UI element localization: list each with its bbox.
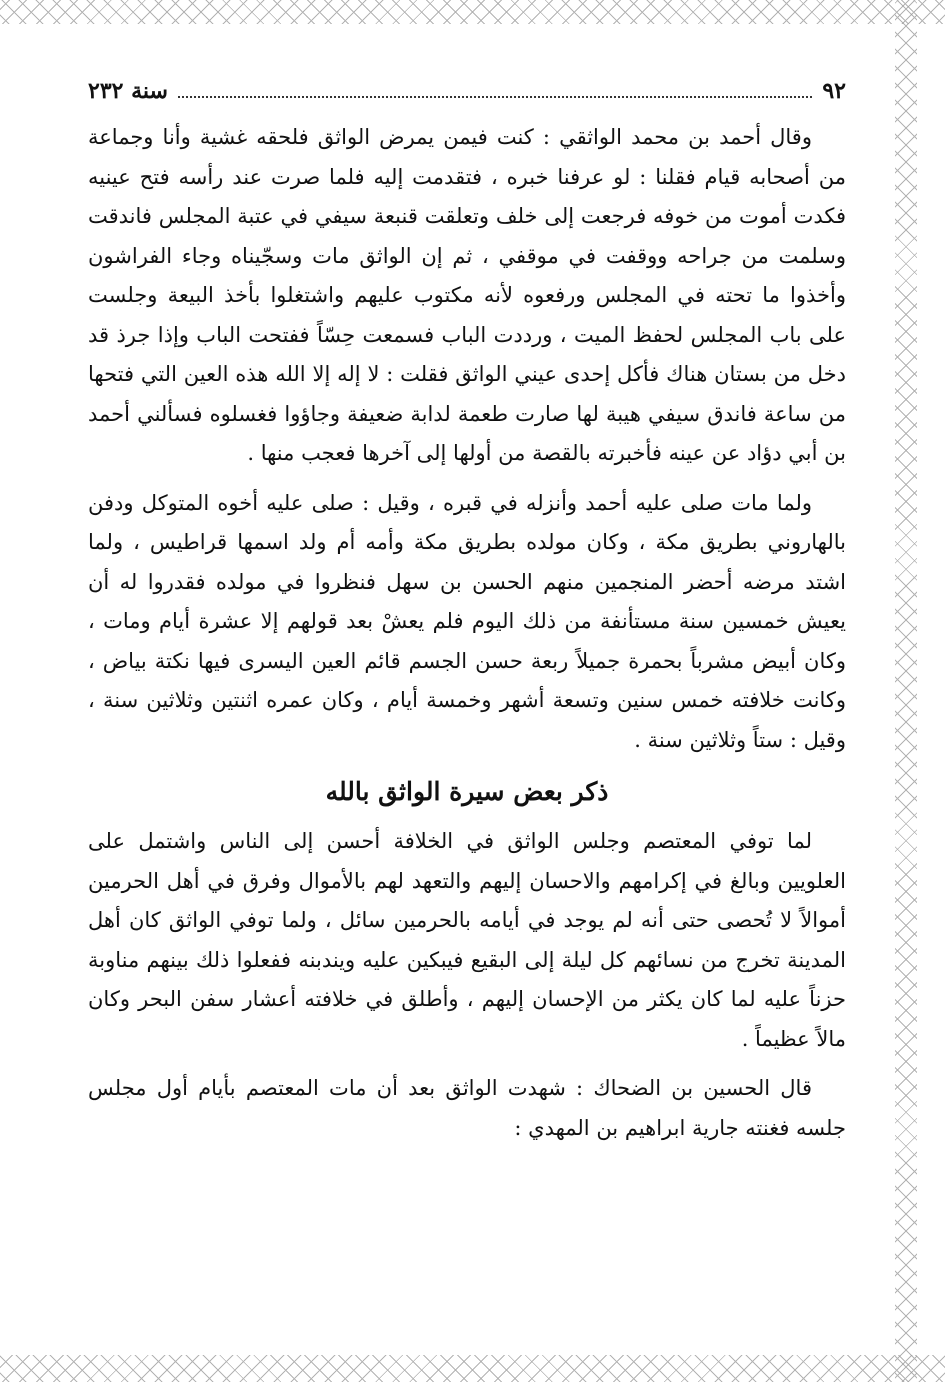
section-paragraph-2: قال الحسين بن الضحاك : شهدت الواثق بعد أن مات المعتصم بأيام أول مجلس جلسه فغنته جارية ابراهيم بن المهدي : <box>88 1076 846 1140</box>
section-paragraph-1: لما توفي المعتصم وجلس الواثق في الخلافة أحسن إلى الناس واشتمل على العلويين وبالغ في إكرامهم والاحسان إليهم والتعهد لهم بالأموال وفرق في أهل الحرمين أموالاً لا تُحصى حتى أنه لم يوجد في أيامه بالحرمين سائل ، ولما توفي الواثق كان أهل المدينة تخرج من نسائهم كل ليلة إلى البقيع فيبكين عليه ويندبنه ففعلوا ذلك بينهم مناوبة حزناً عليه لما كان يكثر من الإحسان إليهم ، وأطلق في خلافته أعشار سفن البحر وكان مالاً عظيماً . <box>88 829 846 1051</box>
header-dotted-rule <box>178 96 812 98</box>
paragraph-2: ولما مات صلى عليه أحمد وأنزله في قبره ، وقيل : صلى عليه أخوه المتوكل ودفن بالهاروني بطريق مكة ، وكان مولده بطريق مكة وأمه أم ولد اسمها قراطيس ، ولما اشتد مرضه أحضر المنجمين منهم الحسن بن سهل فنظروا في مولده فقدروا له أن يعيش خمسين سنة مستأنفة من ذلك اليوم فلم يعشْ بعد قولهم إلا عشرة أيام ومات ، وكان أبيض مشرباً بحمرة جميلاً ربعة حسن الجسم قائم العين اليسرى فيها نكتة بياض ، وكانت خلافته خمس سنين وتسعة أشهر وخمسة أيام ، وكان عمره اثنتين وثلاثين سنة ، وقيل : ستاً وثلاثين سنة . <box>88 490 846 752</box>
paragraph-1: وقال أحمد بن محمد الواثقي : كنت فيمن يمرض الواثق فلحقه غشية وأنا وجماعة من أصحابه قيام فقلنا : لو عرفنا خبره ، فتقدمت إليه فلما صرت عند رأسه فتح عينيه فكدت أموت من خوفه فرجعت إلى خلف وتعلقت قنبعة سيفي في عتبة المجلس فاندقت وسلمت من جراحه ووقفت في موقفي ، ثم إن الواثق مات وسجّيناه وجاء الفراشون وأخذوا ما تحته في المجلس ورفعوه لأنه مكتوب عليهم واشتغلوا بأخذ البيعة وجلست على باب المجلس لحفظ الميت ، ورددت الباب فسمعت حِسّاً ففتحت الباب وإذا جرذ قد دخل من بستان هناك فأكل إحدى عيني الواثق فقلت : لا إله إلا الله هذه العين التي فتحها من ساعة فاندق سيفي هيبة لها صارت طعمة لدابة ضعيفة وجاؤوا فغسلوه فسألني أحمد بن أبي دؤاد عن عينه فأخبرته بالقصة من أولها إلى آخرها فعجب منها . <box>88 125 846 465</box>
decorative-border-top <box>0 0 945 24</box>
page-number: ٩٢ <box>822 78 846 104</box>
page-header <box>88 78 846 118</box>
page-body <box>88 78 846 1158</box>
decorative-border-bottom <box>0 1355 945 1382</box>
decorative-border-right <box>895 0 917 1382</box>
header-year: سنة ٢٣٢ <box>88 78 168 104</box>
section-heading: ذكر بعض سيرة الواثق بالله <box>325 777 609 806</box>
